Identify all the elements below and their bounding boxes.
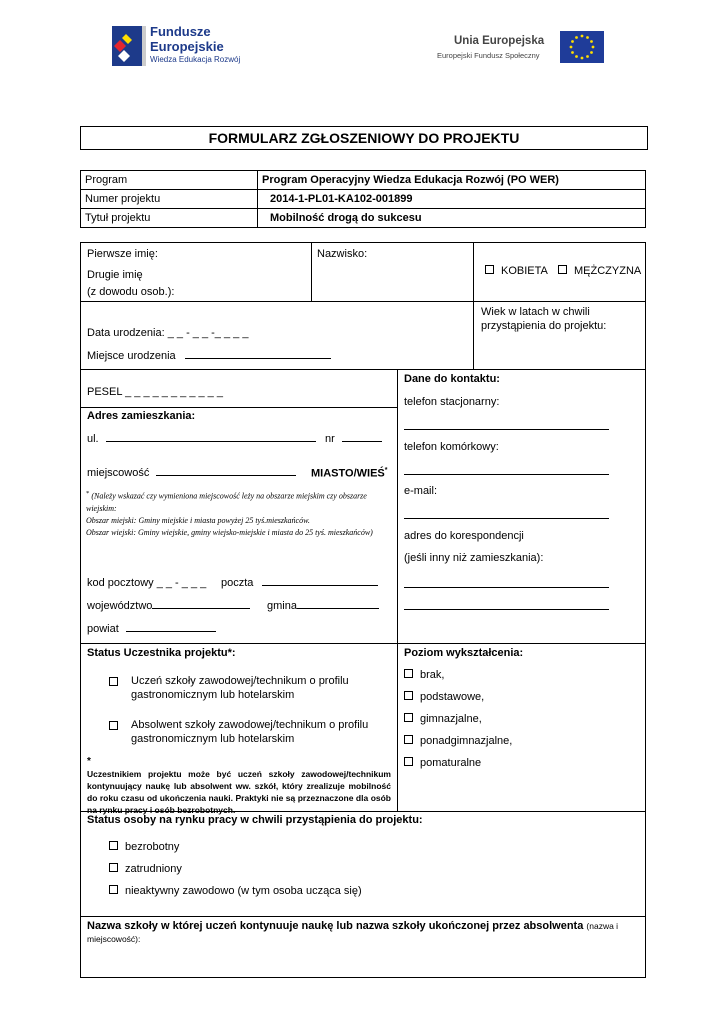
school-heading[interactable]: Nazwa szkoły w której uczeń kontynuuje naukę lub nazwa szkoły ukończonej przez absolwenta (nazwa i miejscowość): [87, 920, 619, 944]
email-label[interactable]: e-mail: [404, 485, 438, 497]
value-project-number: 2014-1-PL01-KA102-001899 [270, 193, 413, 205]
form-title-box [80, 126, 648, 150]
main-form [80, 242, 646, 978]
fe-line1: Fundusze [150, 24, 211, 39]
education-option[interactable]: pomaturalne [404, 757, 481, 769]
checkbox-icon[interactable] [109, 885, 118, 894]
value-program: Program Operacyjny Wiedza Edukacja Rozwój (PO WER) [262, 174, 559, 186]
labour-heading: Status osoby na rynku pracy w chwili przystąpienia do projektu: [87, 814, 423, 826]
birth-date-label[interactable]: Data urodzenia: _ _ - _ _ -_ _ _ _ [87, 327, 249, 339]
correspondence-line-1[interactable] [404, 586, 609, 588]
education-option[interactable]: podstawowe, [404, 691, 484, 703]
labour-option-inactive[interactable]: nieaktywny zawodowo (w tym osoba ucząca się) [109, 885, 362, 897]
voivodeship-field[interactable]: województwo [87, 600, 250, 612]
correspondence-label[interactable]: adres do korespondencji [404, 530, 524, 542]
label-program: Program [85, 174, 128, 186]
table-row [81, 171, 645, 189]
status-option-graduate[interactable]: Absolwent szkoły zawodowej/technikum o profilu gastronomicznym lub hotelarskim [109, 718, 369, 746]
second-name-label[interactable]: Drugie imię [87, 269, 143, 281]
checkbox-icon[interactable] [109, 841, 118, 850]
correspondence-line-2[interactable] [404, 608, 609, 610]
eu-flag-icon [560, 31, 604, 63]
table-row [81, 208, 645, 227]
post-office-field[interactable]: poczta [221, 577, 378, 589]
status-note: * Uczestnikiem projektu może być uczeń szkoły zawodowej/technikum kontynuujący naukę lub absolwent ww. szkół, który zrealizuje mobilność do roku czasu od ukończenia nauki. Praktyki nie są przeznaczone dla osób na rynku pracy i osób bezrobotnych. [87, 756, 391, 815]
city-type-note: * (Należy wskazać czy wymieniona miejscowość leży na obszarze miejskim czy obszarze wiejskim: Obszar miejski: Gminy miejskie i miasta powyżej 25 tyś.mieszkańców. Obszar wiejski: Gminy wiejskie, gminy wiejsko-miejskie i miasta do 25 tyś. mieszkańców) [86, 490, 373, 537]
district-field[interactable]: powiat [87, 623, 216, 635]
table-row [81, 189, 645, 208]
status-heading: Status Uczestnika projektu*: [87, 647, 236, 659]
fe-line2: Europejskie [150, 39, 224, 54]
commune-field[interactable]: gmina [267, 600, 379, 612]
label-project-number: Numer projektu [85, 193, 161, 205]
address-heading: Adres zamieszkania: [87, 410, 196, 422]
checkbox-icon[interactable] [404, 713, 413, 722]
second-name-note: (z dowodu osob.): [87, 286, 175, 298]
email-line[interactable] [404, 517, 609, 519]
label-project-title: Tytuł projektu [85, 212, 151, 224]
checkbox-icon[interactable] [404, 669, 413, 678]
checkbox-icon[interactable] [558, 265, 567, 274]
phone-label[interactable]: telefon stacjonarny: [404, 396, 500, 408]
value-project-title: Mobilność drogą do sukcesu [270, 212, 422, 224]
checkbox-icon[interactable] [404, 757, 413, 766]
status-option-student[interactable]: Uczeń szkoły zawodowej/technikum o profilu gastronomicznym lub hotelarskim [109, 674, 369, 702]
gender-male[interactable]: MĘŻCZYZNA [558, 265, 641, 277]
education-option[interactable]: gimnazjalne, [404, 713, 482, 725]
pesel-label[interactable]: PESEL _ _ _ _ _ _ _ _ _ _ _ [87, 386, 223, 398]
contact-heading: Dane do kontaktu: [404, 373, 500, 385]
fe-flag-icon [112, 26, 146, 66]
birth-place-field[interactable]: Miejsce urodzenia [87, 350, 331, 362]
mobile-label[interactable]: telefon komórkowy: [404, 441, 499, 453]
form-title: FORMULARZ ZGŁOSZENIOWY DO PROJEKTU [208, 130, 520, 146]
ue-line1: Unia Europejska [454, 35, 545, 47]
age-label[interactable]: Wiek w latach w chwili przystąpienia do projektu: [481, 306, 607, 332]
checkbox-icon[interactable] [485, 265, 494, 274]
phone-line[interactable] [404, 428, 609, 430]
correspondence-note: (jeśli inny niż zamieszkania): [404, 552, 544, 564]
project-info-table [80, 170, 646, 228]
fe-line3: Wiedza Edukacja Rozwój [150, 55, 241, 64]
street-field[interactable]: ul. [87, 433, 316, 445]
checkbox-icon[interactable] [109, 721, 118, 730]
checkbox-icon[interactable] [404, 735, 413, 744]
labour-option-unemployed[interactable]: bezrobotny [109, 841, 179, 853]
postal-field[interactable]: kod pocztowy _ _ - _ _ _ [87, 577, 207, 589]
first-name-label[interactable]: Pierwsze imię: [87, 248, 158, 260]
ue-logo [432, 30, 612, 70]
checkbox-icon[interactable] [109, 863, 118, 872]
mobile-line[interactable] [404, 473, 609, 475]
city-type-label[interactable]: MIASTO/WIEŚ* [311, 467, 388, 480]
education-option[interactable]: brak, [404, 669, 444, 681]
gender-female[interactable]: KOBIETA [485, 265, 548, 277]
checkbox-icon[interactable] [404, 691, 413, 700]
checkbox-icon[interactable] [109, 677, 118, 686]
education-heading: Poziom wykształcenia: [404, 647, 524, 659]
ue-line2: Europejski Fundusz Społeczny [437, 51, 540, 60]
fe-logo [112, 24, 252, 70]
education-option[interactable]: ponadgimnazjalne, [404, 735, 512, 747]
labour-option-employed[interactable]: zatrudniony [109, 863, 182, 875]
surname-label[interactable]: Nazwisko: [317, 248, 368, 260]
city-field[interactable]: miejscowość [87, 467, 296, 479]
number-field[interactable]: nr [325, 433, 382, 445]
